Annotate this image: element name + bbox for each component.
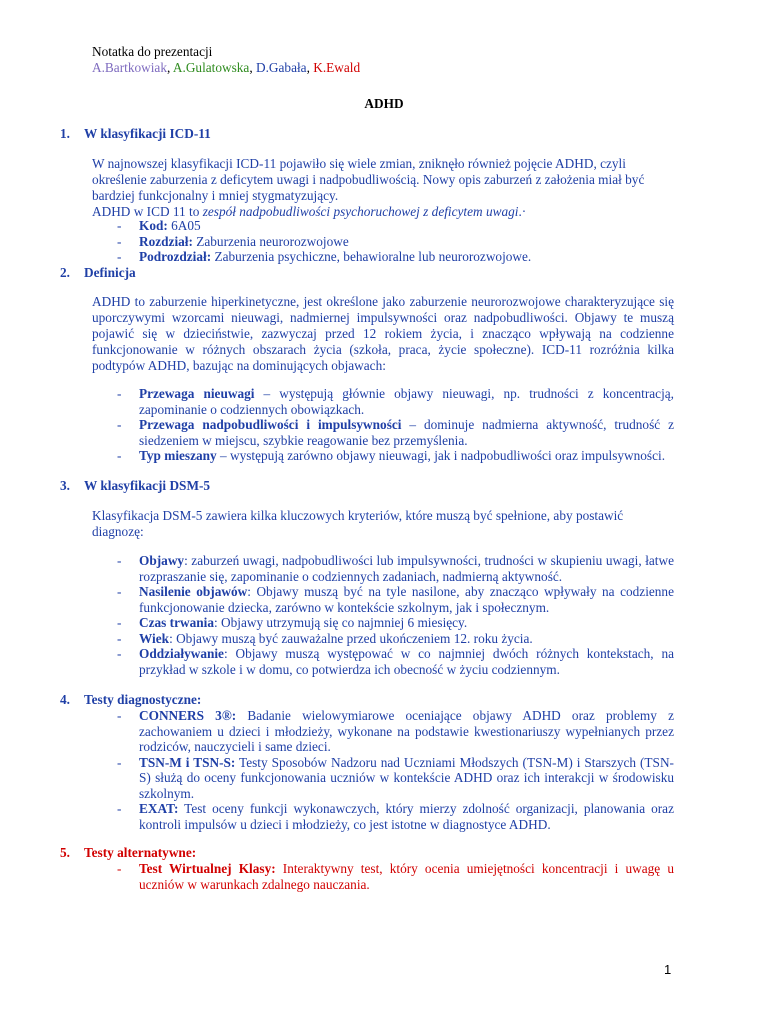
section-title: Definicja xyxy=(84,265,136,280)
section-title: Testy alternatywne: xyxy=(84,845,197,860)
section-1-heading xyxy=(60,126,211,142)
item-text: : Objawy muszą być na tyle nasilone, aby znacząco wpływały na codzienne funkcjonowanie dziecka, zarówno w kontekście szkolnym, jak i społecznym. xyxy=(139,584,674,615)
section-3-intro: Klasyfikacja DSM-5 zawiera kilka kluczowych kryteriów, które muszą być spełnione, aby postawić diagnozę: xyxy=(92,508,624,539)
item-text: : Objawy muszą być zauważalne przed ukończeniem 12. roku życia. xyxy=(169,630,533,646)
item-text: : zaburzeń uwagi, nadpobudliwości lub impulsywności, trudności w skupieniu uwagi, łatwe rozpraszanie się, zapominanie o codziennych zadaniach, nadmierną aktywność. xyxy=(139,553,674,584)
item-label: Typ mieszany xyxy=(139,448,217,463)
list-item: - Test Wirtualnej Klasy: Interaktywny test, który ocenia umiejętności koncentracji i uwagę u uczniów w warunkach zdalnego nauczania. xyxy=(117,861,674,892)
section-3-heading xyxy=(60,478,210,494)
section-title: W klasyfikacji ICD-11 xyxy=(84,126,211,141)
section-1-intro xyxy=(92,156,674,220)
item-label: Nasilenie objawów xyxy=(139,584,248,599)
item-label: Przewaga nieuwagi xyxy=(139,386,255,401)
item-label: CONNERS 3®: xyxy=(139,708,237,723)
list-item: - CONNERS 3®: Badanie wielowymiarowe oceniające objawy ADHD oraz problemy z zachowaniem u dzieci i młodzieży, wykonane na podstawie kwestionariuszy wypełnianych przez rodziców, nauczycieli i same dzieci. xyxy=(117,708,674,754)
list-item: - Rozdział: Zaburzenia neurorozwojowe xyxy=(117,233,349,249)
list-item: - TSN-M i TSN-S: Testy Sposobów Nadzoru nad Uczniami Młodszych (TSN-M) i Starszych (TSN-S) służą do oceny funkcjonowania uczniów w kontekście ADHD oraz ich interakcji w środowisku szkolnym. xyxy=(117,754,674,801)
section-number: 3. xyxy=(60,478,70,493)
list-item: - Podrozdział: Zaburzenia psychiczne, behawioralne lub neurorozwojowe. xyxy=(117,249,532,264)
item-label: Czas trwania xyxy=(139,615,214,630)
author-1: A.Bartkowiak xyxy=(92,60,167,75)
document-title: ADHD xyxy=(364,96,404,111)
item-label: Wiek xyxy=(139,630,170,646)
section-4-bullets xyxy=(92,708,674,832)
item-label: Rozdział: xyxy=(139,233,193,249)
section-4-heading xyxy=(60,692,201,708)
list-item: - Przewaga nieuwagi – występują głównie objawy nieuwagi, np. trudności z koncentracją, zapominanie o codziennych obowiązkach. xyxy=(117,386,674,417)
icd-line-suffix: .· xyxy=(518,204,527,219)
author-3: D.Gabała xyxy=(256,60,307,75)
item-text: Testy Sposobów Nadzoru nad Uczniami Młodszych (TSN-M) i Starszych (TSN-S) służą do oceny funkcjonowania uczniów w kontekście ADHD oraz ich interakcji w środowisku szkolnym. xyxy=(139,754,674,801)
section-number: 2. xyxy=(60,265,70,280)
list-item: - Objawy: zaburzeń uwagi, nadpobudliwości lub impulsywności, trudności w skupieniu uwagi, łatwe rozpraszanie się, zapominanie o codziennych zadaniach, nadmierną aktywność. xyxy=(117,553,674,584)
document-header xyxy=(92,44,360,76)
item-label: EXAT: xyxy=(139,801,179,816)
item-text: – dominuje nadmierna aktywność, trudność z siedzeniem w miejscu, szybkie reagowanie bez przemyślenia. xyxy=(139,417,674,448)
list-item: - EXAT: Test oceny funkcji wykonawczych, który mierzy zdolność organizacji, planowania oraz kontroli impulsów u dzieci i młodzieży, co jest istotne w diagnostyce ADHD. xyxy=(117,801,674,832)
item-text: Zaburzenia psychiczne, behawioralne lub neurorozwojowe. xyxy=(211,249,532,264)
section-5-bullets xyxy=(92,861,674,892)
item-text: – występują zarówno objawy nieuwagi, jak i nadpobudliwości oraz impulsywności. xyxy=(216,448,666,463)
section-title: W klasyfikacji DSM-5 xyxy=(84,478,211,493)
author-separator: , xyxy=(249,60,256,75)
list-item: - Oddziaływanie: Objawy muszą występować w co najmniej dwóch różnych kontekstach, na przykład w szkole i w domu, co potwierdza ich obecność w życiu codziennym. xyxy=(117,646,674,677)
icd-line-prefix: ADHD w ICD 11 to xyxy=(92,204,203,219)
item-label: Podrozdział: xyxy=(139,249,212,264)
item-text: 6A05 xyxy=(167,218,201,233)
item-text: : Objawy muszą występować w co najmniej dwóch różnych kontekstach, na przykład w szkole i w domu, co potwierdza ich obecność w życiu codziennym. xyxy=(139,646,674,677)
item-label: Kod: xyxy=(139,218,168,233)
item-label: TSN-M i TSN-S: xyxy=(139,754,236,770)
item-text: Zaburzenia neurorozwojowe xyxy=(192,233,349,249)
list-item: - Wiek: Objawy muszą być zauważalne przed ukończeniem 12. roku życia. xyxy=(117,630,533,646)
item-label: Oddziaływanie xyxy=(139,646,224,661)
section-2-intro: ADHD to zaburzenie hiperkinetyczne, jest określone jako zaburzenie neurorozwojowe charakteryzujące się uporczywymi wzorcami nieuwagi, nadmiernej impulsywności oraz nadpobudliwości. Objawy te muszą pojawić się w dzieciństwie, zazwyczaj przed 12 rokiem życia, i znacząco wpływają na codzienne funkcjonowanie w różnych obszarach życia (szkoła, praca, życie społeczne). ICD-11 rozróżnia kilka podtypów ADHD, bazując na dominujących objawach: xyxy=(92,294,674,373)
author-separator: , xyxy=(166,60,173,75)
section-2-heading xyxy=(60,265,136,281)
list-item: - Czas trwania: Objawy utrzymują się co najmniej 6 miesięcy. xyxy=(117,615,468,630)
author-4: K.Ewald xyxy=(313,60,361,75)
list-item: - Kod: 6A05 xyxy=(117,218,201,233)
section-1-bullets xyxy=(92,218,674,265)
author-separator: , xyxy=(306,60,314,75)
list-item: - Typ mieszany – występują zarówno objawy nieuwagi, jak i nadpobudliwości oraz impulsywności. xyxy=(117,448,666,463)
paragraph: W najnowszej klasyfikacji ICD-11 pojawiło się wiele zmian, zniknęło również pojęcie ADHD, czyli określenie zaburzenia z deficytem uwagi i nadpobudliwością. Nowy opis zaburzeń z założenia miał być bardziej funkcjonalny i mniej stygmatyzujący. xyxy=(92,156,645,203)
section-3-bullets xyxy=(92,553,674,677)
item-label: Przewaga nadpobudliwości i impulsywności xyxy=(139,417,402,432)
section-2-bullets xyxy=(92,386,674,464)
author-2: A.Gulatowska xyxy=(172,60,250,75)
item-text: Badanie wielowymiarowe oceniające objawy ADHD oraz problemy z zachowaniem u dzieci i młodzieży, wykonane na podstawie kwestionariuszy wypełnianych przez rodziców, nauczycieli i same dzieci. xyxy=(139,708,674,754)
icd-line-italic: zespół nadpobudliwości psychoruchowej z deficytem uwagi xyxy=(202,204,519,219)
note-title: Notatka do prezentacji xyxy=(92,44,213,59)
item-label: Objawy xyxy=(139,553,185,568)
item-text: Interaktywny test, który ocenia umiejętności koncentracji i uwagę u uczniów w warunkach zdalnego nauczania. xyxy=(139,861,674,892)
list-item: - Przewaga nadpobudliwości i impulsywności – dominuje nadmierna aktywność, trudność z siedzeniem w miejscu, szybkie reagowanie bez przemyślenia. xyxy=(117,417,674,448)
item-text: Test oceny funkcji wykonawczych, który mierzy zdolność organizacji, planowania oraz kontroli impulsów u dzieci i młodzieży, co jest istotne w diagnostyce ADHD. xyxy=(139,801,674,832)
section-5-heading xyxy=(60,845,196,861)
author-list xyxy=(92,60,360,76)
section-number: 1. xyxy=(60,126,70,141)
list-item: - Nasilenie objawów: Objawy muszą być na tyle nasilone, aby znacząco wpływały na codzienne funkcjonowanie dziecka, zarówno w kontekście szkolnym, jak i społecznym. xyxy=(117,584,674,615)
section-number: 4. xyxy=(60,692,70,707)
item-text: : Objawy utrzymują się co najmniej 6 miesięcy. xyxy=(213,615,468,630)
section-title: Testy diagnostyczne: xyxy=(84,692,202,707)
page-number: 1 xyxy=(664,962,672,977)
item-label: Test Wirtualnej Klasy: xyxy=(139,861,276,876)
item-text: – występują głównie objawy nieuwagi, np. trudności z koncentracją, zapominanie o codziennych obowiązkach. xyxy=(139,386,674,417)
section-number: 5. xyxy=(60,845,70,860)
